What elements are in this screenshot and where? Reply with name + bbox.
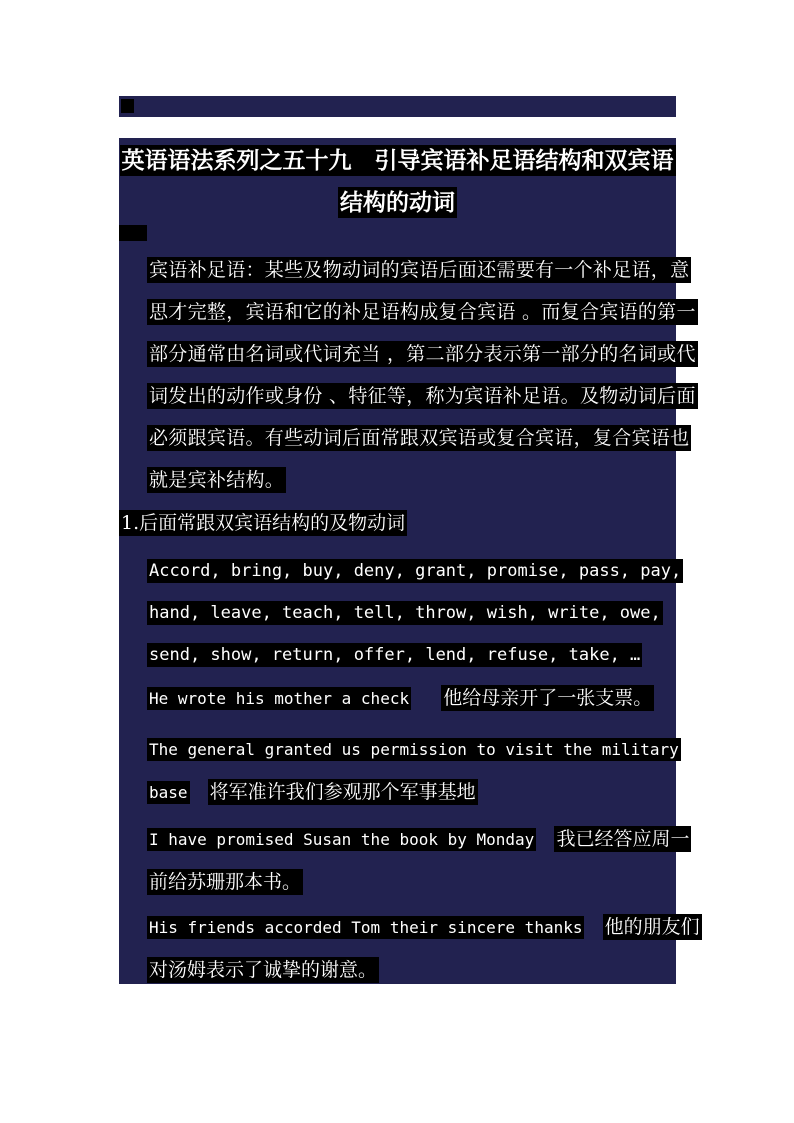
example-4 [119,906,704,991]
spacer-block [119,225,147,241]
example-3 [119,818,704,903]
example-zh: 将军准许我们参观那个军事基地 [209,781,476,803]
document-body [119,138,700,984]
example-zh: 他给母亲开了一张支票。 [443,687,653,709]
example-1 [119,683,704,714]
example-zh: 他的朋友们对汤姆表示了诚挚的谢意。 [149,916,700,981]
header-mark [121,99,134,113]
example-en: I have promised Susan the book by Monday [149,830,535,849]
example-en: He wrote his mother a check [149,689,410,708]
verb-list: Accord, bring, buy, deny, grant, promise, pass, pay, hand, leave, teach, tell, throw, wish, write, owe, send, show, return, offer, lend, refuse, take, … [149,561,682,665]
intro-paragraph: 宾语补足语：某些及物动词的宾语后面还需要有一个补足语，意思才完整，宾语和它的补足语构成复合宾语 。而复合宾语的第一部分通常由名词或代词充当 ，第二部分表示第一部分的名词或代词发出的动作或身份 、特征等，称为宾语补足语。及物动词后面必须跟宾语。有些动词后面常跟双宾语或复合宾语，复合宾语也就是宾补结构。 [149,259,696,491]
example-zh: 我已经答应周一前给苏珊那本书。 [149,828,690,893]
document-title: 英语语法系列之五十九 引导宾语补足语结构和双宾语结构的动词 [121,147,674,216]
example-en: His friends accorded Tom their sincere thanks [149,918,583,937]
example-en: The general granted us permission to visit the military base [149,740,679,802]
example-2 [119,728,704,814]
header-bar [119,96,676,117]
section-heading: 1.后面常跟双宾语结构的及物动词 [121,512,406,534]
